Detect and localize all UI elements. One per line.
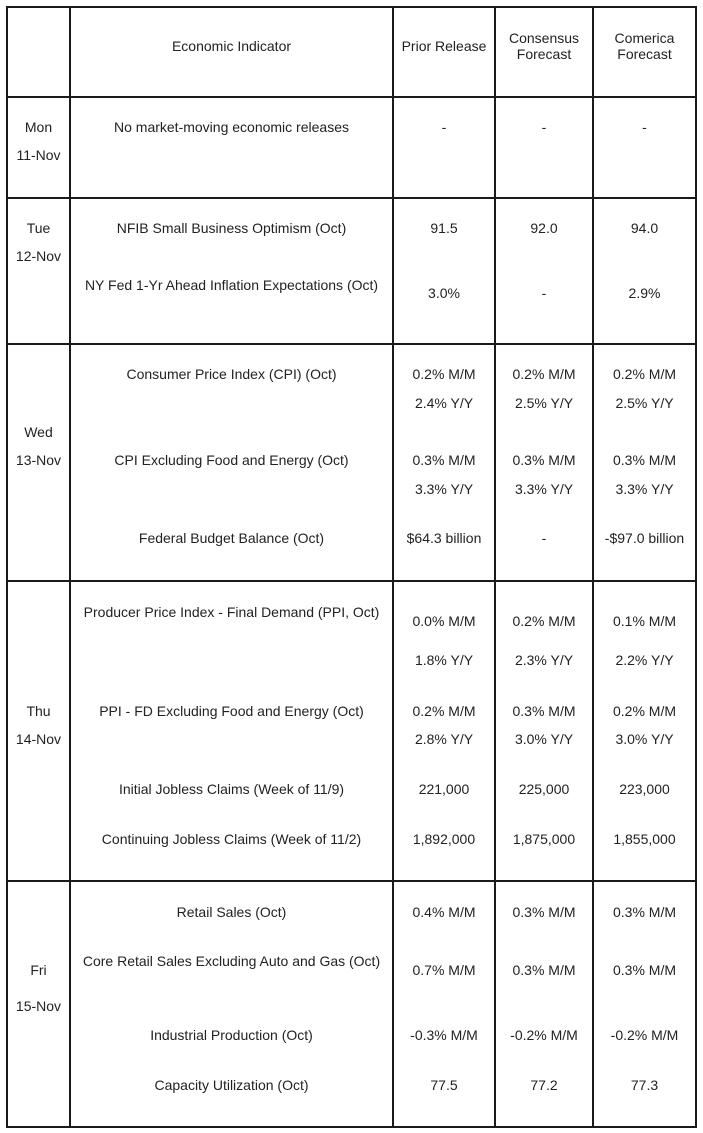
table-border-left bbox=[6, 6, 8, 1128]
prior-value: - bbox=[441, 119, 447, 135]
comerica-value: -0.2% M/M bbox=[610, 1027, 679, 1043]
indicator-name: NY Fed 1-Yr Ahead Inflation Expectations (Oct) bbox=[84, 277, 379, 293]
table-border-right bbox=[695, 6, 697, 1128]
consensus-value: 3.0% Y/Y bbox=[514, 731, 574, 747]
comerica-value: -$97.0 billion bbox=[604, 530, 685, 546]
prior-value: 77.5 bbox=[430, 1077, 458, 1093]
consensus-value: 0.3% M/M bbox=[512, 452, 576, 468]
prior-value: 1,892,000 bbox=[412, 831, 476, 847]
comerica-value: 1,855,000 bbox=[613, 831, 676, 847]
indicator-name: Industrial Production (Oct) bbox=[150, 1027, 313, 1043]
prior-value: 0.2% M/M bbox=[412, 703, 476, 719]
day-name: Fri bbox=[30, 962, 47, 978]
consensus-value: 0.3% M/M bbox=[512, 904, 576, 920]
comerica-value: 0.3% M/M bbox=[612, 962, 676, 978]
day-name: Thu bbox=[26, 703, 51, 719]
comerica-value: 3.3% Y/Y bbox=[615, 481, 674, 497]
comerica-value: 0.1% M/M bbox=[612, 613, 676, 629]
comerica-value: 2.5% Y/Y bbox=[615, 395, 674, 411]
comerica-value: 223,000 bbox=[619, 781, 670, 797]
prior-value: $64.3 billion bbox=[406, 530, 482, 546]
comerica-value: 0.3% M/M bbox=[612, 452, 676, 468]
indicator-name: PPI - FD Excluding Food and Energy (Oct) bbox=[99, 703, 364, 719]
prior-value: 2.4% Y/Y bbox=[414, 395, 474, 411]
prior-value: 0.2% M/M bbox=[412, 366, 476, 382]
indicator-name: No market-moving economic releases bbox=[114, 119, 349, 135]
prior-value: 1.8% Y/Y bbox=[414, 652, 474, 668]
consensus-value: 0.2% M/M bbox=[512, 613, 576, 629]
prior-value: 0.7% M/M bbox=[412, 962, 476, 978]
header-consensus-line2: Forecast bbox=[516, 46, 572, 62]
prior-value: 2.8% Y/Y bbox=[414, 731, 474, 747]
comerica-value: 2.2% Y/Y bbox=[615, 652, 674, 668]
prior-value: 0.0% M/M bbox=[412, 613, 476, 629]
prior-value: 0.4% M/M bbox=[412, 904, 476, 920]
consensus-value: 225,000 bbox=[518, 781, 570, 797]
comerica-value: 94.0 bbox=[630, 220, 659, 236]
consensus-value: 2.3% Y/Y bbox=[514, 652, 574, 668]
day-date: 13-Nov bbox=[15, 452, 62, 468]
day-date: 14-Nov bbox=[15, 731, 62, 747]
consensus-value: 0.3% M/M bbox=[512, 703, 576, 719]
prior-value: 0.3% M/M bbox=[412, 452, 476, 468]
prior-value: 3.3% Y/Y bbox=[414, 481, 474, 497]
consensus-value: - bbox=[541, 530, 547, 546]
day-date: 12-Nov bbox=[15, 248, 62, 264]
indicator-name: Producer Price Index - Final Demand (PPI, Oct) bbox=[83, 604, 380, 620]
day-date: 11-Nov bbox=[16, 147, 61, 163]
comerica-value: 0.2% M/M bbox=[612, 366, 676, 382]
indicator-name: Retail Sales (Oct) bbox=[176, 904, 287, 920]
comerica-value: - bbox=[642, 119, 647, 135]
indicator-name: Continuing Jobless Claims (Week of 11/2) bbox=[101, 831, 362, 847]
header-prior-release: Prior Release bbox=[401, 38, 487, 54]
consensus-value: 2.5% Y/Y bbox=[514, 395, 574, 411]
col-divider-3 bbox=[494, 6, 496, 1128]
col-divider-4 bbox=[592, 6, 594, 1128]
header-consensus-line1: Consensus bbox=[508, 30, 580, 46]
consensus-value: 77.2 bbox=[530, 1077, 558, 1093]
indicator-name: Capacity Utilization (Oct) bbox=[154, 1077, 309, 1093]
indicator-name: Federal Budget Balance (Oct) bbox=[138, 530, 325, 546]
consensus-value: 92.0 bbox=[530, 220, 558, 236]
comerica-value: 2.9% bbox=[628, 285, 661, 301]
prior-value: 221,000 bbox=[418, 781, 470, 797]
consensus-value: - bbox=[541, 119, 547, 135]
comerica-value: 0.2% M/M bbox=[612, 703, 676, 719]
col-divider-2 bbox=[392, 6, 394, 1128]
consensus-value: 0.2% M/M bbox=[512, 366, 576, 382]
day-name: Mon bbox=[24, 119, 53, 135]
consensus-value: 1,875,000 bbox=[512, 831, 576, 847]
comerica-value: 77.3 bbox=[630, 1077, 659, 1093]
header-comerica-line1: Comerica bbox=[614, 30, 675, 46]
consensus-value: 3.3% Y/Y bbox=[514, 481, 574, 497]
header-economic-indicator: Economic Indicator bbox=[171, 38, 292, 54]
indicator-name: Initial Jobless Claims (Week of 11/9) bbox=[118, 781, 345, 797]
header-comerica-line2: Forecast bbox=[617, 46, 672, 62]
prior-value: 3.0% bbox=[428, 285, 460, 301]
consensus-value: 0.3% M/M bbox=[512, 962, 576, 978]
col-divider-1 bbox=[69, 6, 71, 1128]
consensus-value: -0.2% M/M bbox=[510, 1027, 578, 1043]
consensus-value: - bbox=[541, 285, 547, 301]
indicator-name: NFIB Small Business Optimism (Oct) bbox=[116, 220, 347, 236]
prior-value: 91.5 bbox=[430, 220, 458, 236]
indicator-name: Core Retail Sales Excluding Auto and Gas (Oct) bbox=[82, 953, 381, 969]
comerica-value: 3.0% Y/Y bbox=[615, 731, 674, 747]
day-date: 15-Nov bbox=[15, 998, 62, 1014]
day-name: Wed bbox=[24, 424, 53, 440]
indicator-name: CPI Excluding Food and Energy (Oct) bbox=[114, 452, 349, 468]
comerica-value: 0.3% M/M bbox=[612, 904, 676, 920]
day-name: Tue bbox=[26, 220, 51, 236]
prior-value: -0.3% M/M bbox=[410, 1027, 478, 1043]
indicator-name: Consumer Price Index (CPI) (Oct) bbox=[126, 366, 337, 382]
